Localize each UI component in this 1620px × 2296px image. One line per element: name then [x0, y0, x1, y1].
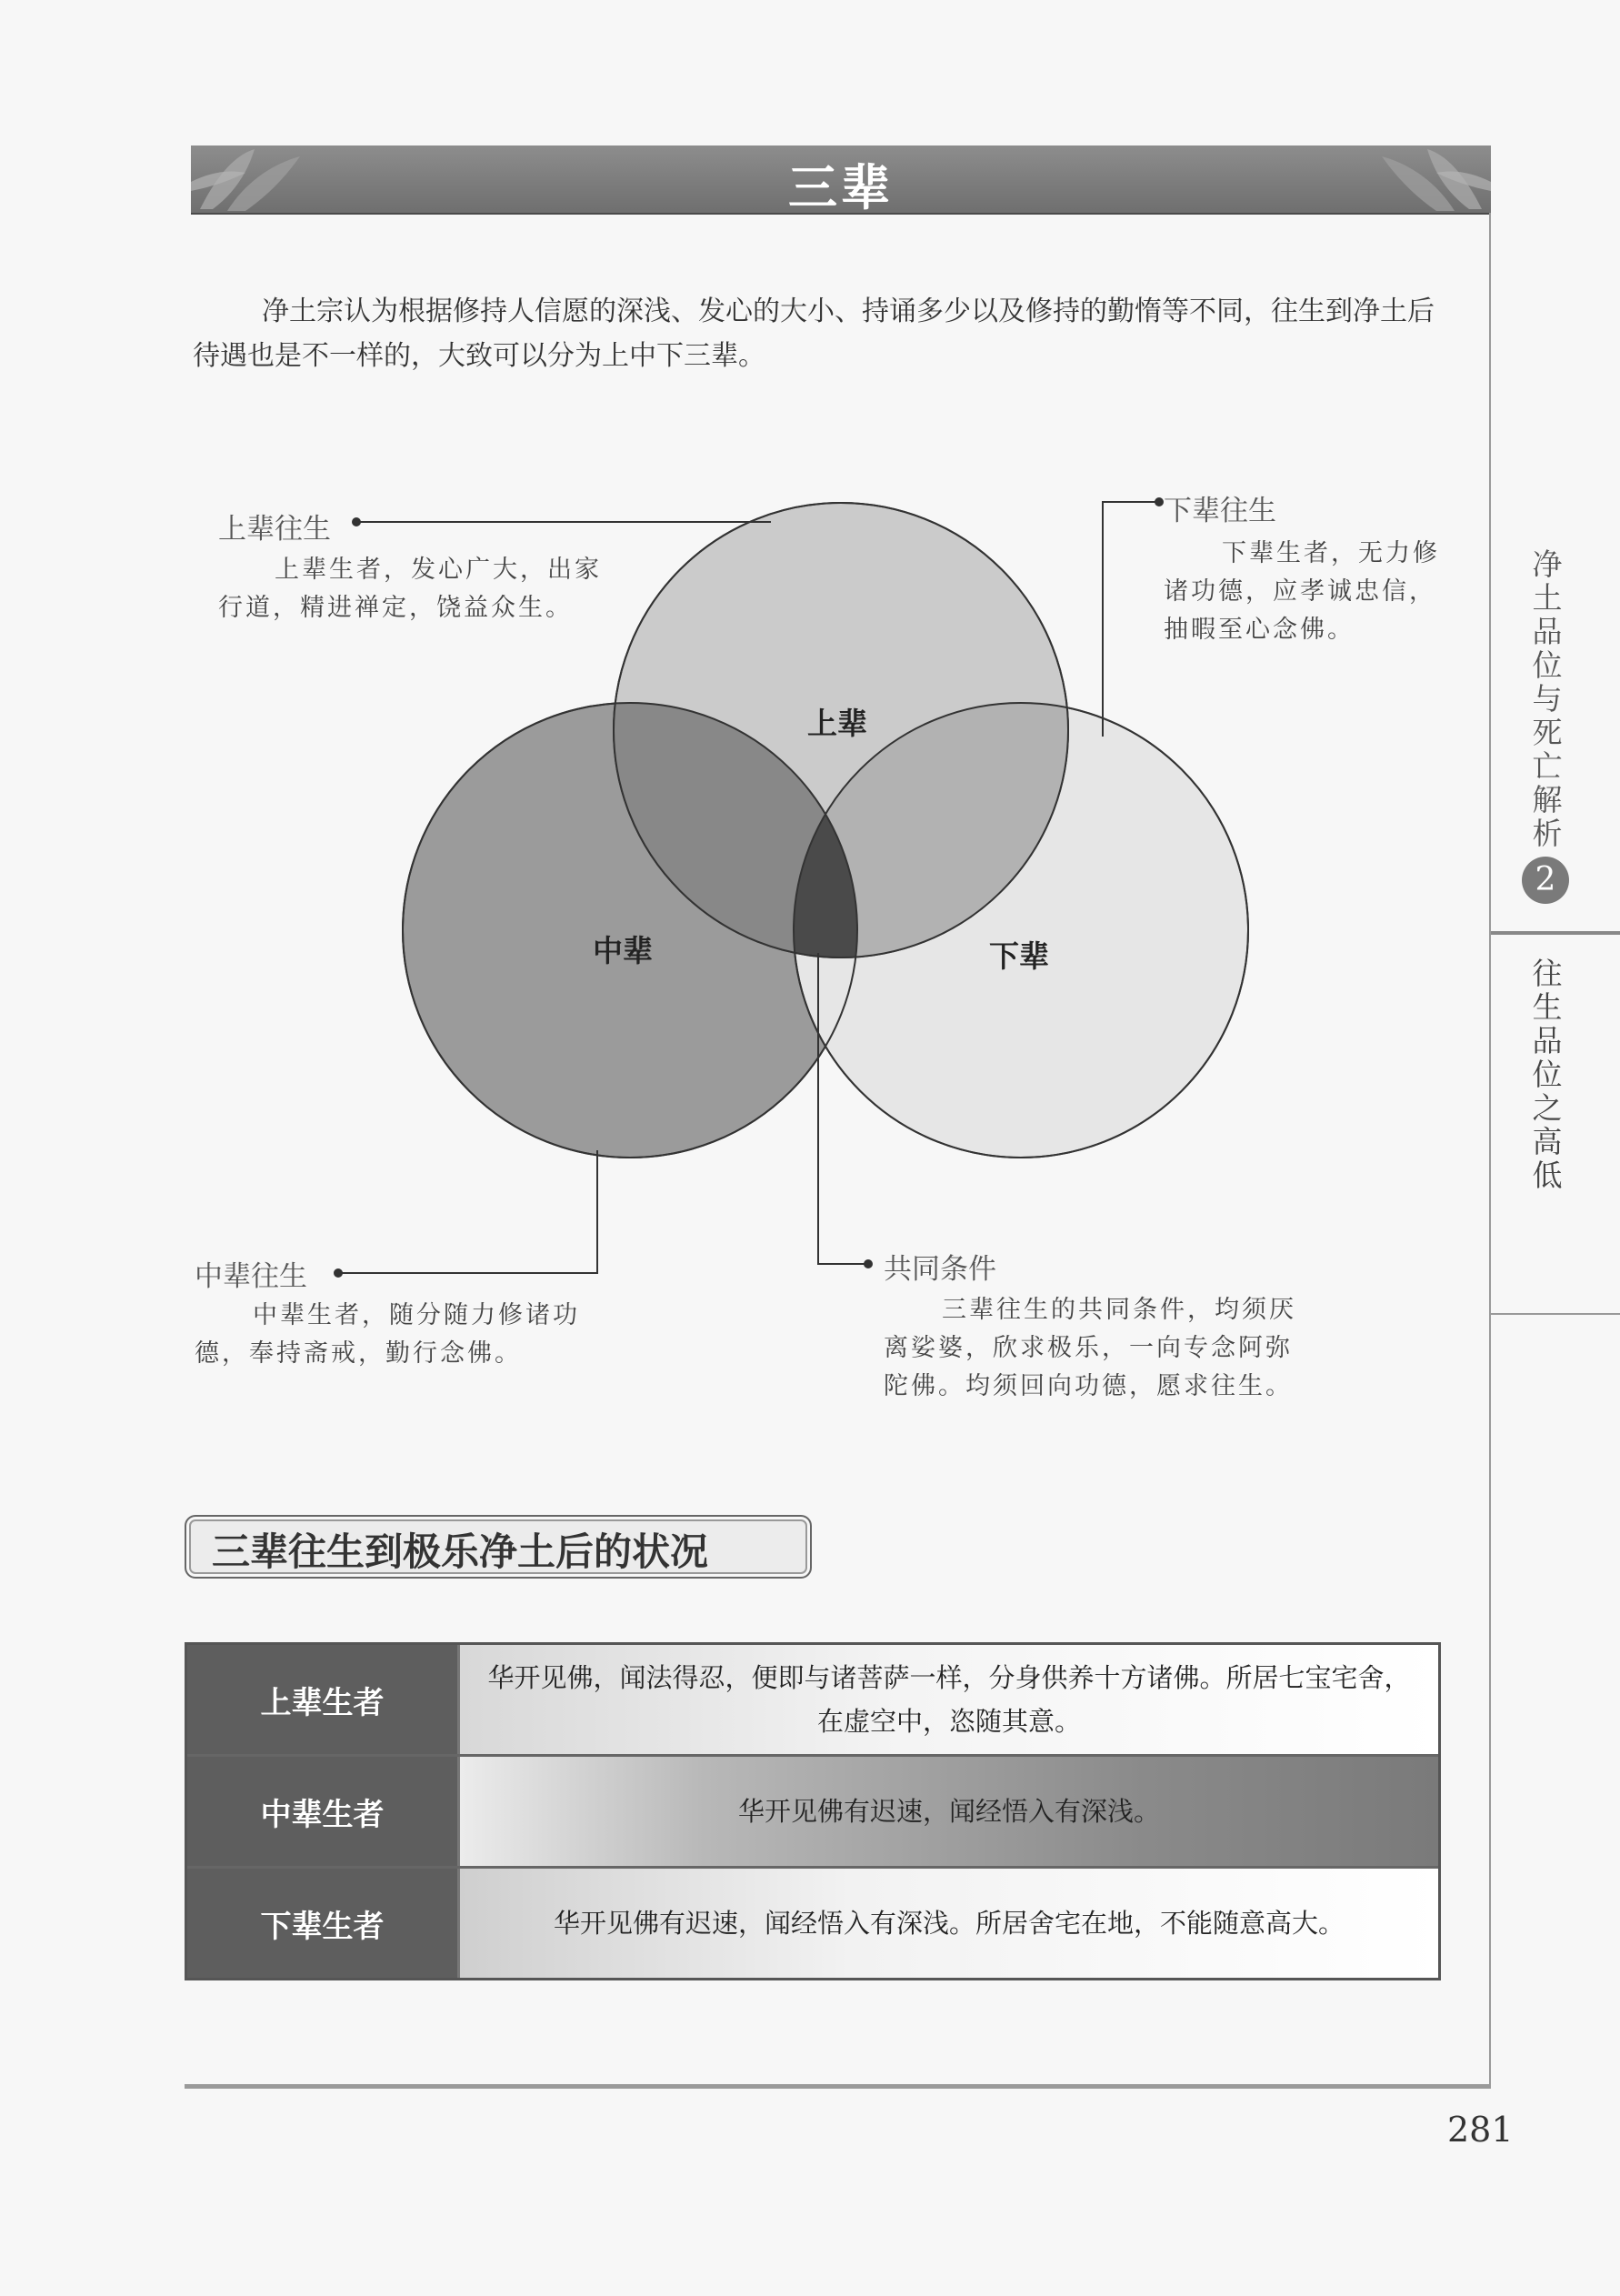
middle-annotation-body: 中辈生者，随分随力修诸功德，奉持斋戒，勤行念佛。: [195, 1301, 580, 1368]
section-subtitle: 往生品位之高低: [1532, 956, 1563, 1193]
section-heading: [185, 1515, 812, 1579]
middle-circle-label: 中辈: [593, 933, 653, 968]
lower-annotation-body: 下辈生者，无力修诸功德，应孝诚忠信，抽暇至心念佛。: [1164, 539, 1440, 644]
upper-annotation-body: 上辈生者，发心广大，出家行道，精进禅定，饶益众生。: [218, 556, 602, 622]
upper-annotation-heading: 上辈往生: [218, 513, 331, 546]
middle-annotation-heading: 中辈往生: [195, 1260, 307, 1293]
table-row: [187, 1645, 1438, 1757]
chapter-title: 净土品位与死亡解析: [1532, 546, 1563, 851]
row-label: 下辈生者: [187, 1869, 460, 1978]
row-label: 上辈生者: [187, 1645, 460, 1754]
row-text: 华开见佛有迟速，闻经悟入有深浅。所居舍宅在地，不能随意高大。: [460, 1869, 1438, 1978]
table-row: [187, 1869, 1438, 1978]
common-annotation-heading: 共同条件: [884, 1253, 996, 1286]
page-title: 三辈: [788, 159, 894, 216]
row-text: 华开见佛有迟速，闻经悟入有深浅。: [460, 1757, 1438, 1866]
lower-annotation-heading: 下辈往生: [1164, 495, 1276, 527]
table-row: [187, 1757, 1438, 1869]
lower-circle-label: 下辈: [989, 938, 1049, 974]
row-text: 华开见佛，闻法得忍，便即与诸菩萨一样，分身供养十方诸佛。所居七宝宅舍，在虚空中，恣随其意。: [460, 1645, 1438, 1754]
section-heading-text: 三辈往生到极乐净土后的状况: [212, 1529, 709, 1574]
upper-circle-label: 上辈: [807, 706, 867, 741]
status-table: [185, 1642, 1441, 1980]
footer-rule: [185, 2084, 1491, 2089]
page-number: 281: [1447, 2110, 1514, 2150]
chapter-badge: 2: [1522, 857, 1569, 904]
common-annotation-body: 三辈往生的共同条件，均须厌离娑婆，欣求极乐，一向专念阿弥陀佛。均须回向功德，愿求往生。: [884, 1296, 1296, 1400]
row-label: 中辈生者: [187, 1757, 460, 1866]
intro-paragraph: 净土宗认为根据修持人信愿的深浅、发心的大小、持诵多少以及修持的勤惰等不同，往生到净土后待遇也是不一样的，大致可以分为上中下三辈。: [193, 296, 1435, 372]
